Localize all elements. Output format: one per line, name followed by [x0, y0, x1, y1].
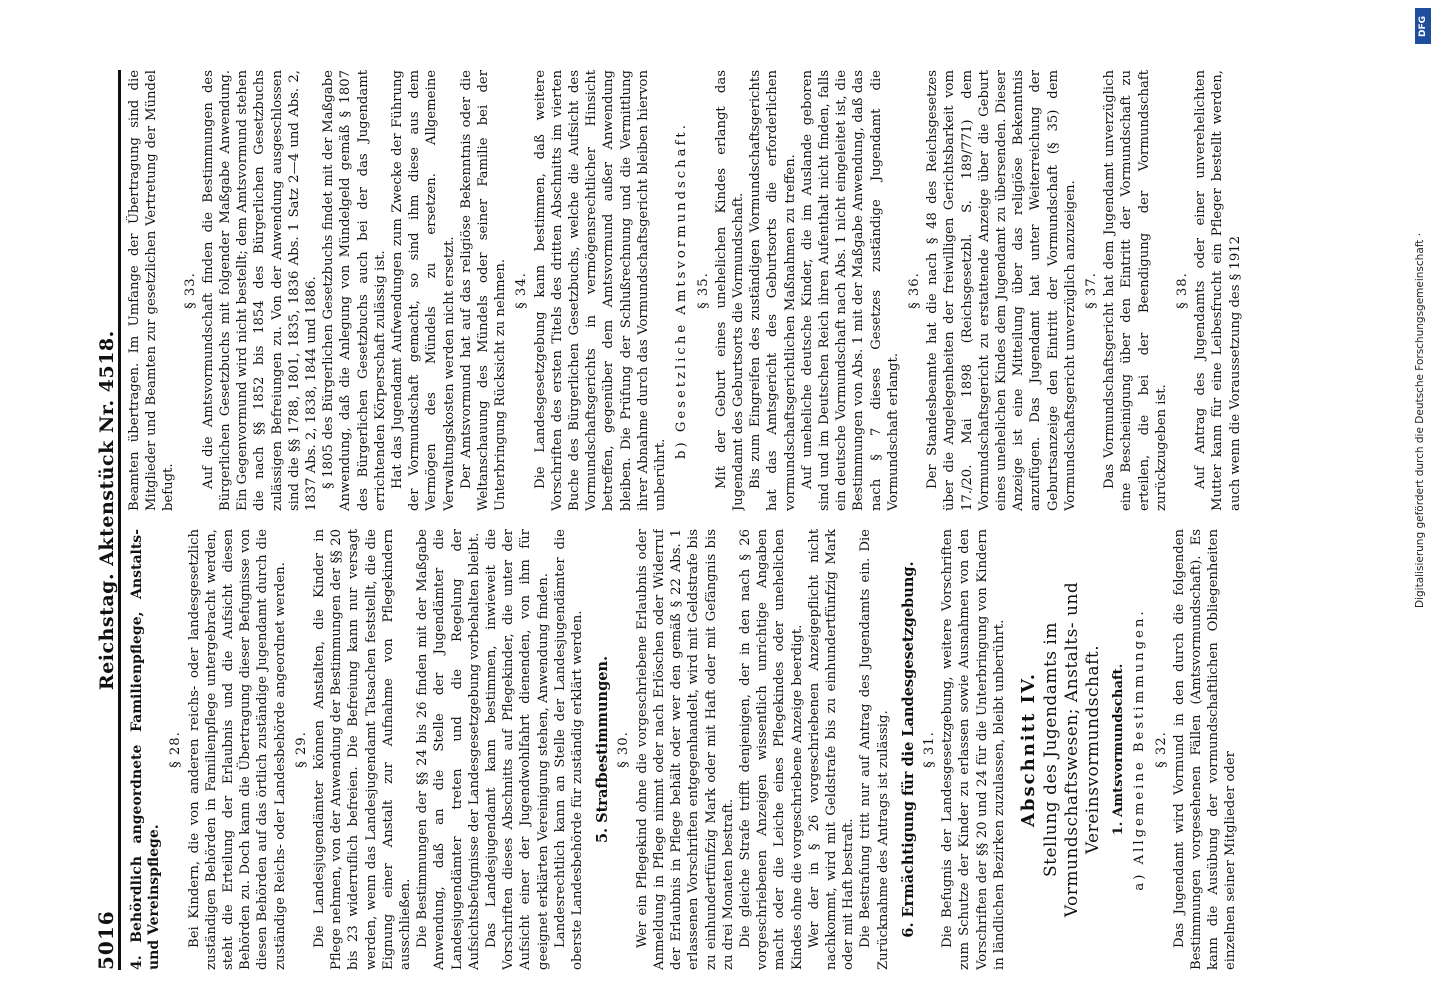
paragraph-30b: Die gleiche Strafe trifft denjenigen, der in den nach § 26 vorgeschriebenen Anzeigen wissentlich unrichtige Angaben macht oder die Leiche eines Pflegekindes oder unehelichen Kindes ohne die vorgeschriebene Anzeige beerdigt. [737, 529, 805, 970]
paragraph-35c: Auf uneheliche deutsche Kinder, die im Auslande geboren sind und im Deutschen Reich ihren Aufenthalt nicht finden, falls ein deutsche Vormundschaft nach Abs. 1 nicht eingeleitet ist, die Bestimmungen von Abs. 1 mit der Maßgabe Anwendung, daß das nach § 7 dieses Gesetzes zuständige Jugendamt die Vormundschaft erlangt. [799, 70, 901, 511]
section-29: § 29. [293, 731, 309, 768]
page-number: 5016 [94, 910, 118, 970]
rotated-page [0, 40, 1400, 1000]
paragraph-34: Die Landesgesetzgebung kann bestimmen, daß weitere Vorschriften des ersten Titels des dritten Abschnitts im vierten Buche des Bürgerlichen Gesetzbuchs, welche die Aufsicht des Vormundschaftsgerichts in vermögensrechtlicher Hinsicht betreffen, gegenüber dem Amtsvormund außer Anwendung bleiben. Die Prüfung der Schlußrechnung und die Vermittlung ihrer Abnahme durch das Vormundschaftsgericht bleiben hiervon unberührt. [532, 70, 669, 511]
paragraph-31: Die Befugnis der Landesgesetzgebung, weitere Vorschriften zum Schutze der Kinder zu erlassen sowie Ausnahmen von den Vorschriften der §§ 20 und 24 für die Unterbringung von Kindern in ländlichen Bezirken zuzulassen, bleibt unberührt. [940, 529, 1007, 970]
subheading-amtsvormundschaft: 1. Amtsvormundschaft. [1111, 663, 1127, 836]
section-36: § 36. [906, 272, 922, 309]
subheading-allgemeine: a) Allgemeine Bestimmungen. [1132, 608, 1148, 891]
header-title: Reichstag. Aktenstück Nr. 4518. [96, 330, 118, 691]
paragraph-29d: Landesrechtlich kann an Stelle der Landesjugendämter die oberste Landesbehörde für zuständig erklärt werden. [552, 529, 586, 970]
column-right [126, 70, 1366, 511]
section-32: § 32. [1153, 731, 1169, 768]
paragraph-36: Der Standesbeamte hat die nach § 48 des Reichsgesetzes über die Angelegenheiten der freiwilligen Gerichtsbarkeit vom 17./20. Mai 1898 (Reichsgesetzbl. S. 189/771) dem Vormundschaftsgericht zu erstattende Anzeige über die Geburt eines unehelichen Kindes dem Jugendamt zu übersenden. Dieser Anzeige ist eine Mitteilung über das religiöse Bekenntnis anzufügen. Das Jugendamt hat unter Weiterreichung der Geburtsanzeige den Eintritt der Vormundschaft (§ 35) dem Vormundschaftsgericht unverzüglich anzuzeigen. [925, 70, 1078, 511]
paragraph-29c: Das Landesjugendamt kann bestimmen, inwieweit die Vorschriften dieses Abschnitts auf Pflegekinder, die unter der Aufsicht einer der Jugendwohlfahrt dienenden, von ihm für geeignet erklärten Vereinigung stehen, Anwendung finden. [484, 529, 551, 970]
abschnitt-title: Abschnitt IV. [1017, 671, 1039, 828]
paragraph-30d: Die Bestrafung tritt nur auf Antrag des Jugendamts ein. Die Zurücknahme des Antrags ist zulässig. [858, 529, 891, 970]
dfg-logo: DFG [1415, 8, 1431, 44]
paragraph-continued: Beamten übertragen. Im Umfange der Übertragung sind die Mitglieder und Beamten zur gesetzlichen Vertretung der Mündel befugt. [127, 70, 177, 511]
section-37: § 37. [1083, 272, 1099, 309]
paragraph-35b: Bis zum Eingreifen des zuständigen Vormundschaftsgerichts hat das Amtsgericht des Geburtsorts die erforderlichen vormundschaftsgerichtlichen Maßnahmen zu treffen. [748, 70, 798, 511]
dfg-note: Digitalisierung gefördert durch die Deutsche Forschungsgemeinschaft · [1414, 232, 1426, 608]
section-35: § 35. [695, 272, 711, 309]
paragraph-37: Das Vormundschaftsgericht hat dem Jugendamt unverzüglich eine Bescheinigung über den Eintritt der Vormundschaft zu erteilen, die bei der Beendigung der Vormundschaft zurückzugeben ist. [1102, 70, 1169, 511]
section-31: § 31. [921, 731, 937, 768]
text-columns [126, 70, 1366, 970]
column-left [126, 529, 1366, 970]
running-header [58, 70, 121, 970]
paragraph-32: Das Jugendamt wird Vormund in den durch die folgenden Bestimmungen vorgesehenen Fällen (Amtsvormundschaft). Es kann die Ausübung der vormundschaftlichen Obliegenheiten einzelnen seiner Mitglieder oder [1171, 529, 1239, 970]
heading-4: 4. Behördlich angeordnete Familienpflege, Anstalts- und Vereinspflege. [129, 529, 163, 970]
paragraph-33c: Hat das Jugendamt Aufwendungen zum Zwecke der Führung der Vormundschaft gemacht, so sind ihm diese aus dem Vermögen des Mündels zu ersetzen. Allgemeine Verwaltungskosten werden nicht ersetzt. [390, 70, 457, 511]
section-34: § 34. [514, 272, 530, 309]
paragraph-29a: Die Landesjugendämter können Anstalten, die Kinder in Pflege nehmen, von der Anwendung der Bestimmungen der §§ 20 bis 23 widerruflich befreien. Die Befreiung kann nur versagt werden, wenn das Landesjugendamt Tatsachen feststellt, die die Eignung einer Anstalt zur Aufnahme von Pflegekindern ausschließen. [312, 529, 414, 970]
heading-5: 5. Strafbestimmungen. [594, 655, 612, 844]
section-28: § 28. [168, 731, 184, 768]
paragraph-33a: Auf die Amtsvormundschaft finden die Bestimmungen des Bürgerlichen Gesetzbuchs mit folgender Maßgabe Anwendung. Ein Gegenvormund wird nicht bestellt; dem Amtsvormund stehen die nach §§ 1852 bis 1854 des Bürgerlichen Gesetzbuchs zulässigen Befreiungen zu. Von der Anwendung ausgeschlossen sind die §§ 1788, 1801, 1835, 1836 Abs. 1 Satz 2—4 und Abs. 2, 1837 Abs. 2, 1838, 1844 und 1886. [200, 70, 320, 511]
paragraph-28: Bei Kindern, die von anderen reichs- oder landesgesetzlich zuständigen Behörden in Familienpflege untergebracht werden, steht die Erteilung der Erlaubnis und die Aufsicht diesen Behörden zu. Doch kann die Übertragung dieser Befugnisse von diesen Behörden auf das örtlich zuständige Jugendamt durch die zuständige Reichs- oder Landesbehörde angeordnet werden. [186, 529, 288, 970]
section-33: § 33. [182, 272, 198, 309]
paragraph-30c: Wer der in § 26 vorgeschriebenen Anzeigepflicht nicht nachkommt, wird mit Geldstrafe bis zu einhundertfünfzig Mark oder mit Haft bestraft. [806, 529, 857, 970]
paragraph-29b: Die Bestimmungen der §§ 24 bis 26 finden mit der Maßgabe Anwendung, daß an die Stelle der Jugendämter die Landesjugendämter treten und die Regelung der Aufsichtsbefugnisse der Landesgesetzgebung vorbehalten bleibt. [415, 529, 482, 970]
paragraph-30a: Wer ein Pflegekind ohne die vorgeschriebene Erlaubnis oder Anmeldung in Pflege nimmt oder nach Erlöschen oder Widerruf der Erlaubnis in Pflege behält oder wer den gemäß § 22 Abs. 1 erlassenen Vorschriften entgegenhandelt, wird mit Geldstrafe bis zu einhundertfünfzig Mark oder mit Haft oder mit Gefängnis bis zu drei Monaten bestraft. [634, 529, 736, 970]
paragraph-38: Auf Antrag des Jugendamts oder einer unverehelichten Mutter kann für eine Leibesfrucht ein Pfleger bestellt werden, auch wenn die Voraussetzung des § 1912 [1193, 70, 1243, 511]
abschnitt-subtitle: Stellung des Jugendamts im Vormundschaftswesen; Anstalts- und Vereinsvormundschaft. [1041, 581, 1104, 918]
paragraph-33d: Der Amtsvormund hat auf das religiöse Bekenntnis oder die Weltanschauung des Mündels oder seiner Familie bei der Unterbringung Rücksicht zu nehmen. [458, 70, 509, 511]
section-30: § 30. [616, 731, 632, 768]
subheading-gesetzliche: b) Gesetzliche Amtsvormundschaft. [674, 122, 690, 459]
paragraph-35a: Mit der Geburt eines unehelichen Kindes erlangt das Jugendamt des Geburtsorts die Vormundschaft. [713, 70, 746, 511]
paragraph-33b: § 1805 des Bürgerlichen Gesetzbuchs findet mit der Maßgabe Anwendung, daß die Anlegung von Mündelgeld gemäß § 1807 des Bürgerlichen Gesetzbuchs auch bei der das Jugendamt errichtenden Körperschaft zulässig ist. [321, 70, 388, 511]
section-38: § 38. [1174, 272, 1190, 309]
heading-6: 6. Ermächtigung für die Landesgesetzgebung. [899, 561, 917, 938]
